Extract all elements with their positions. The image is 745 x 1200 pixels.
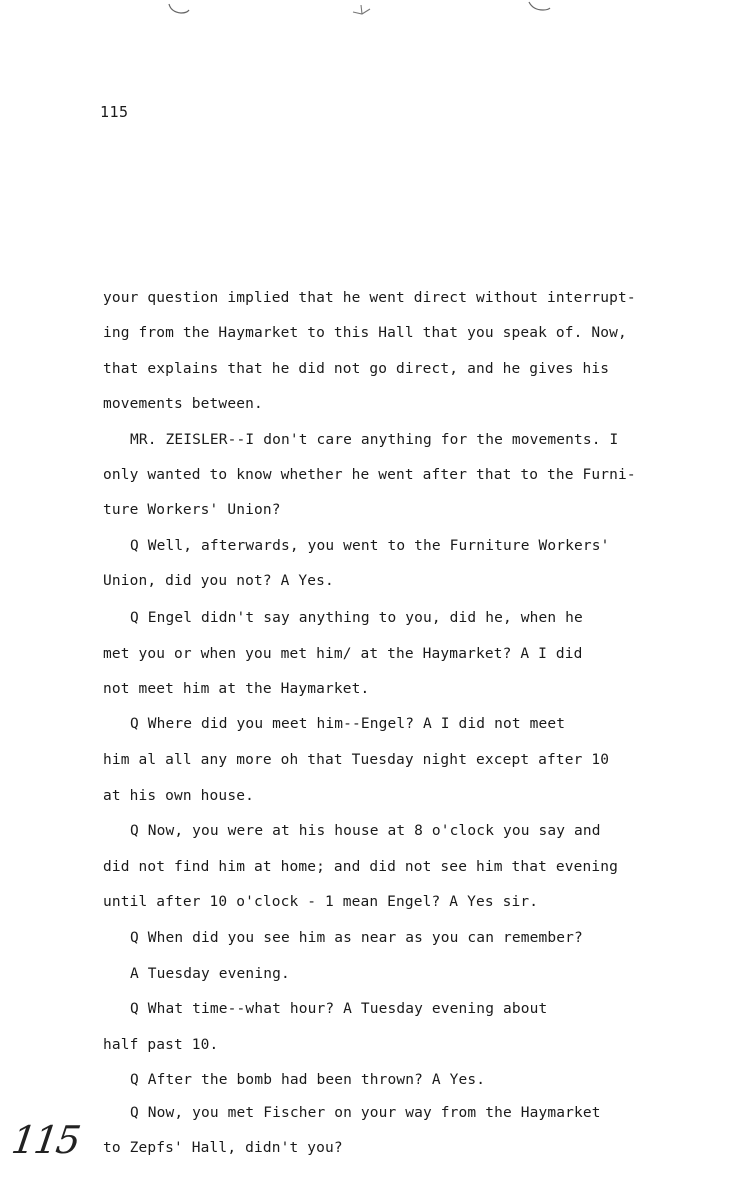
scan-artifact-mark: [165, 0, 195, 18]
text-line: Q When did you see him as near as you can remember?: [130, 930, 583, 946]
page-number: 115: [100, 103, 129, 121]
text-line: to Zepfs' Hall, didn't you?: [103, 1140, 343, 1156]
text-line: that explains that he did not go direct, and he gives his: [103, 361, 610, 377]
text-line: Q Now, you met Fischer on your way from the Haymarket: [130, 1105, 601, 1121]
text-line: ture Workers' Union?: [103, 502, 281, 518]
text-line: did not find him at home; and did not see him that evening: [103, 859, 619, 875]
handwritten-page-number: 115: [8, 1118, 82, 1162]
scan-artifact-mark: [525, 0, 555, 18]
text-line: at his own house.: [103, 788, 254, 804]
text-line: him al all any more oh that Tuesday night except after 10: [103, 752, 610, 768]
text-line: Q After the bomb had been thrown? A Yes.: [130, 1072, 486, 1088]
text-line: Q Where did you meet him--Engel? A I did not meet: [130, 716, 566, 732]
scan-artifact-mark: [350, 0, 374, 18]
text-line: until after 10 o'clock - 1 mean Engel? A Yes sir.: [103, 894, 539, 910]
text-line: met you or when you met him/ at the Haymarket? A I did: [103, 646, 583, 662]
text-line: Q Engel didn't say anything to you, did he, when he: [130, 610, 583, 626]
text-line: ing from the Haymarket to this Hall that you speak of. Now,: [103, 325, 627, 341]
text-line: not meet him at the Haymarket.: [103, 681, 370, 697]
text-line: Q What time--what hour? A Tuesday evening about: [130, 1001, 548, 1017]
text-line: only wanted to know whether he went after that to the Furni-: [103, 467, 636, 483]
text-line: A Tuesday evening.: [130, 966, 290, 982]
text-line: MR. ZEISLER--I don't care anything for the movements. I: [130, 432, 619, 448]
text-line: your question implied that he went direct without interrupt-: [103, 290, 636, 306]
text-line: half past 10.: [103, 1037, 219, 1053]
text-line: movements between.: [103, 396, 263, 412]
text-line: Union, did you not? A Yes.: [103, 573, 334, 589]
text-line: Q Well, afterwards, you went to the Furniture Workers': [130, 538, 610, 554]
text-line: Q Now, you were at his house at 8 o'clock you say and: [130, 823, 601, 839]
